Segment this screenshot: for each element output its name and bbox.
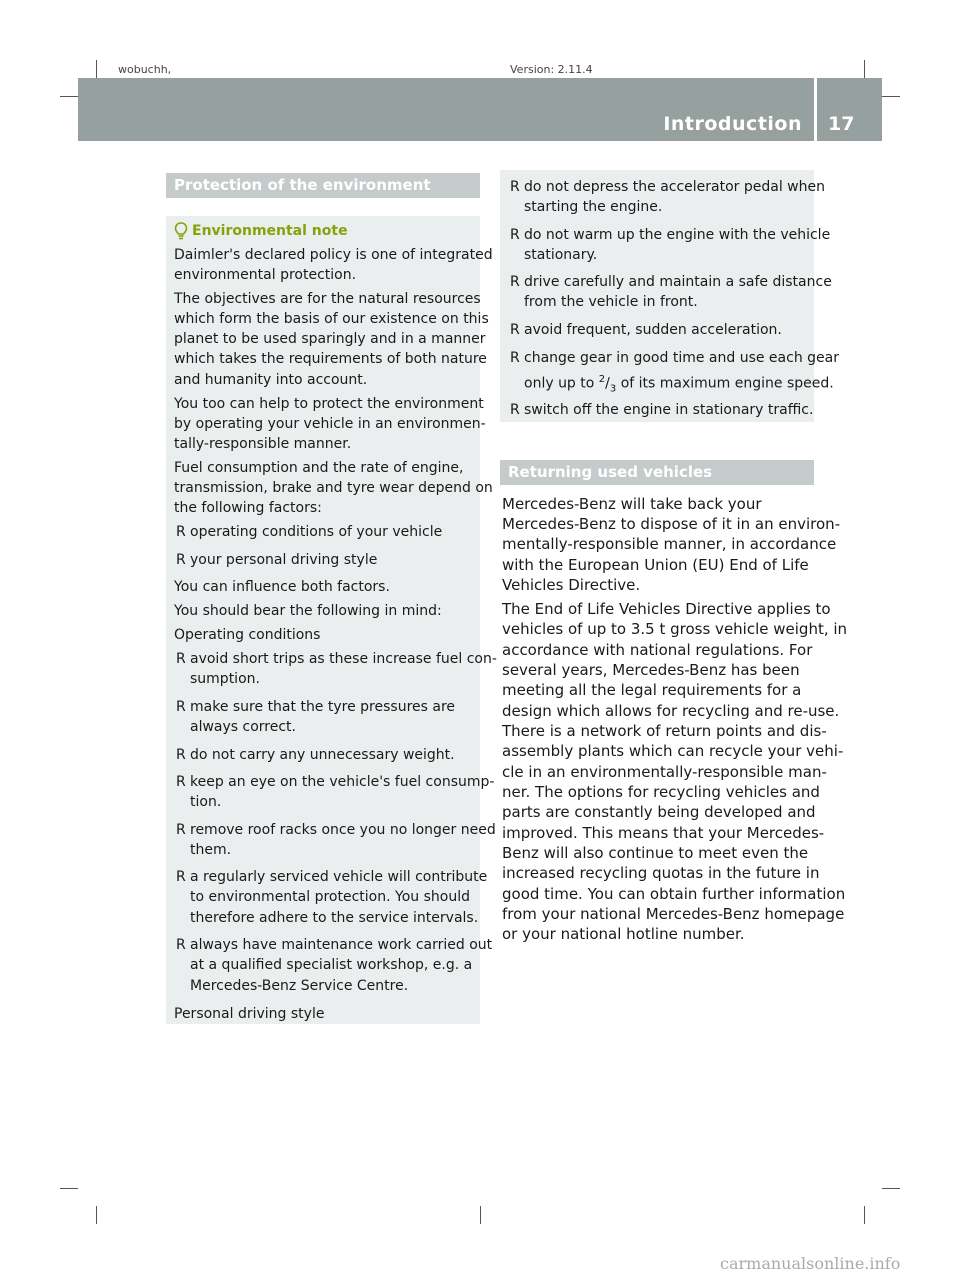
watermark: carmanualsonline.info bbox=[720, 1254, 901, 1273]
list-item: make sure that the tyre pressures are bbox=[190, 699, 456, 715]
crop-mark bbox=[882, 1188, 900, 1189]
text-line: parts are constantly being developed and bbox=[502, 803, 816, 821]
text-line: The End of Life Vehicles Directive applies to bbox=[502, 600, 831, 618]
list-item: do not carry any unnecessary weight. bbox=[190, 747, 455, 763]
text-line: assembly plants which can recycle your vehi- bbox=[502, 742, 844, 760]
text-line: several years, Mercedes-Benz has been bbox=[502, 661, 800, 679]
text-line: increased recycling quotas in the future in bbox=[502, 864, 820, 882]
text-line: You should bear the following in mind: bbox=[174, 603, 442, 619]
text-line: or your national hotline number. bbox=[502, 925, 745, 943]
bullet-icon: R bbox=[176, 651, 186, 667]
list-item: always have maintenance work carried out bbox=[190, 937, 493, 953]
bullet-icon: R bbox=[510, 227, 520, 243]
list-item: stationary. bbox=[524, 247, 598, 263]
bullet-icon: R bbox=[510, 274, 520, 290]
list-item: do not depress the accelerator pedal when bbox=[524, 179, 825, 195]
section-title-environment: Protection of the environment bbox=[166, 173, 480, 198]
crop-mark bbox=[96, 60, 97, 78]
text-line: Mercedes-Benz to dispose of it in an environ- bbox=[502, 515, 841, 533]
text-line: Personal driving style bbox=[174, 1006, 325, 1022]
text-line: improved. This means that your Mercedes- bbox=[502, 824, 825, 842]
crop-mark bbox=[60, 96, 78, 97]
text-line: transmission, brake and tyre wear depend on bbox=[174, 480, 493, 496]
text-line: environmental protection. bbox=[174, 267, 357, 283]
list-item: avoid frequent, sudden acceleration. bbox=[524, 322, 782, 338]
page-number: 17 bbox=[828, 113, 855, 135]
text-line: cle in an environmentally-responsible man- bbox=[502, 763, 827, 781]
bullet-icon: R bbox=[176, 699, 186, 715]
bullet-icon: R bbox=[176, 774, 186, 790]
list-item: always correct. bbox=[190, 719, 296, 735]
bullet-icon: R bbox=[176, 747, 186, 763]
text-line: Daimler's declared policy is one of integrated bbox=[174, 247, 493, 263]
list-item: a regularly serviced vehicle will contribute bbox=[190, 869, 488, 885]
text-line: You too can help to protect the environment bbox=[174, 396, 484, 412]
list-item: from the vehicle in front. bbox=[524, 294, 698, 310]
fraction-prefix: only up to bbox=[524, 375, 595, 392]
bullet-icon: R bbox=[176, 869, 186, 885]
crop-mark bbox=[480, 1206, 481, 1224]
list-item: your personal driving style bbox=[190, 552, 378, 568]
list-item: switch off the engine in stationary traffic. bbox=[524, 402, 814, 418]
crop-mark bbox=[60, 1188, 78, 1189]
crop-mark bbox=[96, 1206, 97, 1224]
text-line: accordance with national regulations. For bbox=[502, 641, 813, 659]
text-line: the following factors: bbox=[174, 500, 322, 516]
text-line: and humanity into account. bbox=[174, 372, 368, 388]
text-line: good time. You can obtain further information bbox=[502, 885, 846, 903]
list-item: keep an eye on the vehicle's fuel consump- bbox=[190, 774, 495, 790]
bullet-icon: R bbox=[510, 322, 520, 338]
list-item: operating conditions of your vehicle bbox=[190, 524, 443, 540]
text-line: Fuel consumption and the rate of engine, bbox=[174, 460, 464, 476]
text-line: Vehicles Directive. bbox=[502, 576, 641, 594]
lightbulb-hint-icon bbox=[174, 222, 188, 240]
list-item: avoid short trips as these increase fuel con- bbox=[190, 651, 497, 667]
list-item: at a qualified specialist workshop, e.g. a bbox=[190, 957, 473, 973]
crop-mark bbox=[864, 1206, 865, 1224]
crop-mark bbox=[864, 60, 865, 78]
print-meta-left: wobuchh, bbox=[118, 64, 172, 76]
list-item: drive carefully and maintain a safe distance bbox=[524, 274, 832, 290]
bullet-icon: R bbox=[510, 402, 520, 418]
chapter-title: Introduction bbox=[663, 113, 802, 135]
text-line: vehicles of up to 3.5 t gross vehicle weight, in bbox=[502, 620, 848, 638]
text-line: Mercedes-Benz will take back your bbox=[502, 495, 762, 513]
bullet-icon: R bbox=[176, 524, 186, 540]
text-line: which takes the requirements of both nature bbox=[174, 351, 487, 367]
list-item: to environmental protection. You should bbox=[190, 889, 470, 905]
text-line: with the European Union (EU) End of Life bbox=[502, 556, 809, 574]
text-line: planet to be used sparingly and in a manner bbox=[174, 331, 486, 347]
text-line: which form the basis of our existence on this bbox=[174, 311, 489, 327]
text-line: meeting all the legal requirements for a bbox=[502, 681, 802, 699]
crop-mark bbox=[882, 96, 900, 97]
text-line: You can influence both factors. bbox=[174, 579, 390, 595]
list-item: change gear in good time and use each gear bbox=[524, 350, 839, 366]
list-item: tion. bbox=[190, 794, 222, 810]
fraction-numerator: 2 bbox=[598, 374, 606, 385]
list-item: starting the engine. bbox=[524, 199, 663, 215]
fraction-suffix: of its maximum engine speed. bbox=[620, 375, 834, 392]
text-line: There is a network of return points and dis- bbox=[502, 722, 827, 740]
text-line: Benz will also continue to meet even the bbox=[502, 844, 809, 862]
fraction-denominator: 3 bbox=[609, 383, 617, 395]
text-line: mentally-responsible manner, in accordance bbox=[502, 535, 837, 553]
text-line: ner. The options for recycling vehicles and bbox=[502, 783, 820, 801]
section-title-returning: Returning used vehicles bbox=[500, 460, 814, 485]
list-item bbox=[524, 370, 834, 399]
text-line: The objectives are for the natural resources bbox=[174, 291, 481, 307]
list-item: therefore adhere to the service intervals. bbox=[190, 910, 479, 926]
bullet-icon: R bbox=[510, 179, 520, 195]
list-item: do not warm up the engine with the vehicle bbox=[524, 227, 831, 243]
text-line: by operating your vehicle in an environmen- bbox=[174, 416, 486, 432]
note-title: Environmental note bbox=[192, 223, 348, 239]
list-item: them. bbox=[190, 842, 232, 858]
header-separator bbox=[814, 78, 817, 141]
bullet-icon: R bbox=[176, 822, 186, 838]
text-line: tally-responsible manner. bbox=[174, 436, 352, 452]
fraction-slash: / bbox=[605, 375, 610, 392]
text-line: design which allows for recycling and re-use. bbox=[502, 702, 840, 720]
text-line: from your national Mercedes-Benz homepage bbox=[502, 905, 845, 923]
bullet-icon: R bbox=[176, 552, 186, 568]
list-item: remove roof racks once you no longer need bbox=[190, 822, 496, 838]
list-item: sumption. bbox=[190, 671, 260, 687]
print-meta-right: Version: 2.11.4 bbox=[510, 64, 593, 76]
bullet-icon: R bbox=[510, 350, 520, 366]
text-line: Operating conditions bbox=[174, 627, 321, 643]
bullet-icon: R bbox=[176, 937, 186, 953]
list-item: Mercedes-Benz Service Centre. bbox=[190, 978, 409, 994]
